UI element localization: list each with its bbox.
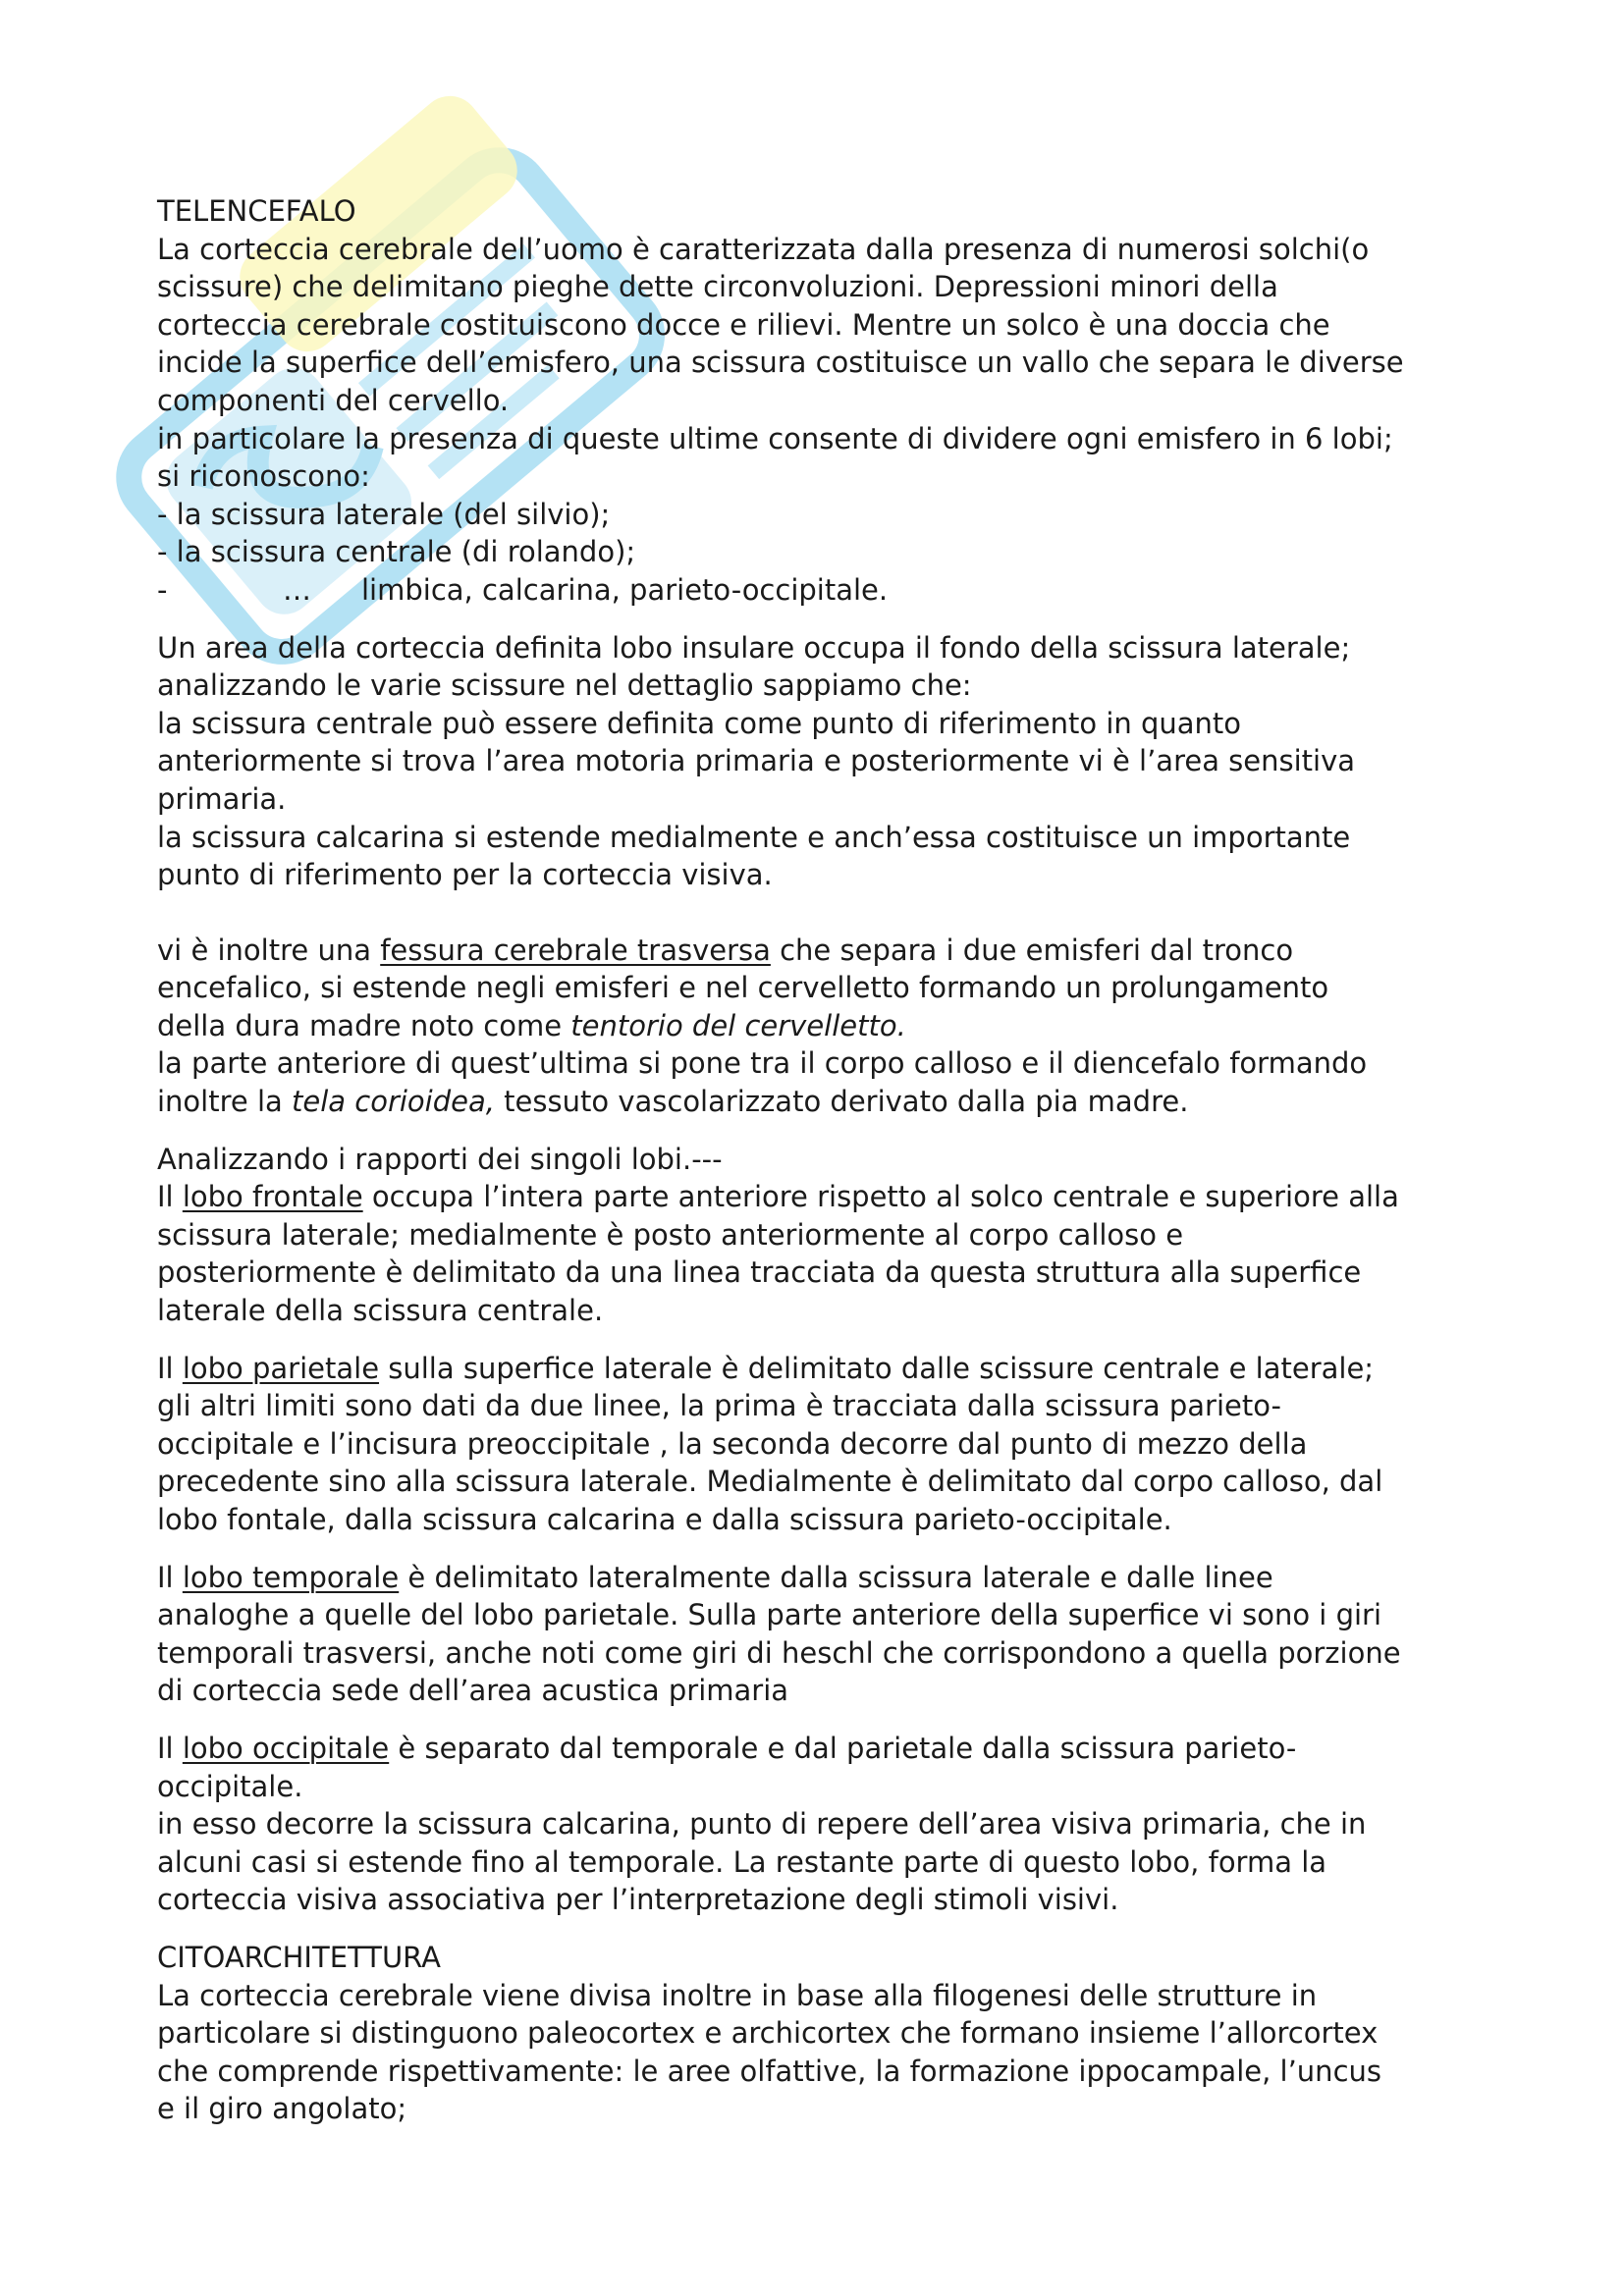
heading-telencefalo: TELENCEFALO	[157, 194, 356, 228]
text-line: incide la superfice dell’emisfero, una scissura costituisce un vallo che separa le diverse	[157, 346, 1404, 380]
document-page	[157, 192, 1492, 2128]
text-line: laterale della scissura centrale.	[157, 1294, 604, 1328]
paragraph-lobo-occipitale	[157, 1730, 1492, 1919]
text-line: in particolare la presenza di queste ultime consente di dividere ogni emisfero in 6 lobi;	[157, 421, 1393, 455]
text-line: analoghe a quelle del lobo parietale. Sulla parte anteriore della superfice vi sono i giri	[157, 1598, 1382, 1632]
text-line: della dura madre noto come tentorio del cervelletto.	[157, 1008, 906, 1042]
italic-term: tela corioidea,	[292, 1085, 495, 1119]
italic-term: tentorio del cervelletto.	[570, 1008, 906, 1042]
text-line: occipitale e l’incisura preoccipitale , la seconda decorre dal punto di mezzo della	[157, 1426, 1308, 1461]
text-line: la scissura calcarina si estende medialmente e anch’essa costituisce un importante	[157, 820, 1351, 854]
list-item	[157, 571, 1492, 610]
text-line: la parte anteriore di quest’ultima si pone tra il corpo calloso e il diencefalo formando	[157, 1046, 1368, 1081]
paragraph-lobo-parietale	[157, 1350, 1492, 1539]
paragraph-fessura	[157, 932, 1492, 1121]
text-line: Il lobo parietale sulla superfice laterale è delimitato dalle scissure centrale e laterale;	[157, 1351, 1375, 1385]
text-line: alcuni casi si estende fino al temporale. La restante parte di questo lobo, forma la	[157, 1844, 1327, 1879]
text-line: punto di riferimento per la corteccia visiva.	[157, 858, 773, 892]
paragraph-lobo-frontale	[157, 1141, 1492, 1330]
text-line: precedente sino alla scissura laterale. Medialmente è delimitato dal corpo calloso, dal	[157, 1465, 1383, 1499]
text-line: scissura laterale; medialmente è posto anteriormente al corpo calloso e	[157, 1217, 1184, 1252]
paragraph-lobo-temporale	[157, 1559, 1492, 1710]
list-item: - la scissura laterale (del silvio);	[157, 497, 611, 531]
section-citoarchitettura	[157, 1939, 1492, 2128]
text-line: Un area della corteccia definita lobo insulare occupa il fondo della scissura laterale;	[157, 630, 1351, 665]
list-ellipsis: …	[283, 572, 311, 607]
underlined-term: lobo frontale	[182, 1180, 363, 1214]
text-line: analizzando le varie scissure nel dettaglio sappiamo che:	[157, 668, 972, 703]
paragraph-scissure	[157, 629, 1492, 894]
text-line: corteccia cerebrale costituiscono docce e rilievi. Mentre un solco è una doccia che	[157, 307, 1330, 342]
text-line: anteriormente si trova l’area motoria primaria e posteriormente vi è l’area sensitiva	[157, 744, 1356, 778]
text-line: primaria.	[157, 781, 287, 816]
text-line: encefalico, si estende negli emisferi e nel cervelletto formando un prolungamento	[157, 971, 1329, 1005]
text-line: Il lobo temporale è delimitato lateralmente dalla scissura laterale e dalle linee	[157, 1560, 1273, 1594]
text-line: in esso decorre la scissura calcarina, punto di repere dell’area visiva primaria, che in	[157, 1807, 1367, 1842]
text-line: e il giro angolato;	[157, 2092, 407, 2126]
text-line: La corteccia cerebrale dell’uomo è caratterizzata dalla presenza di numerosi solchi(o	[157, 232, 1370, 266]
text-line: componenti del cervello.	[157, 383, 510, 417]
text-line: Il lobo frontale occupa l’intera parte anteriore rispetto al solco centrale e superiore alla	[157, 1180, 1399, 1214]
text-line: La corteccia cerebrale viene divisa inoltre in base alla filogenesi delle strutture in	[157, 1978, 1318, 2012]
text-line: posteriormente è delimitato da una linea tracciata da questa struttura alla superfice	[157, 1255, 1362, 1290]
text-line: scissure) che delimitano pieghe dette circonvoluzioni. Depressioni minori della	[157, 270, 1278, 304]
text-line: che comprende rispettivamente: le aree olfattive, la formazione ippocampale, l’uncus	[157, 2054, 1381, 2088]
underlined-term: lobo occipitale	[182, 1731, 390, 1765]
list-dash: -	[157, 572, 168, 607]
text-line: inoltre la tela corioidea, tessuto vascolarizzato derivato dalla pia madre.	[157, 1085, 1189, 1119]
section-telencefalo	[157, 192, 1492, 610]
text-line: di corteccia sede dell’area acustica primaria	[157, 1674, 789, 1708]
underlined-term: fessura cerebrale trasversa	[380, 933, 771, 967]
heading-citoarchitettura: CITOARCHITETTURA	[157, 1940, 441, 1974]
text-line: particolare si distinguono paleocortex e archicortex che formano insieme l’allorcortex	[157, 2016, 1379, 2051]
text-line: la scissura centrale può essere definita come punto di riferimento in quanto	[157, 706, 1242, 740]
text-line: occipitale.	[157, 1769, 303, 1803]
text-line: Il lobo occipitale è separato dal temporale e dal parietale dalla scissura parieto-	[157, 1731, 1297, 1765]
text-line: corteccia visiva associativa per l’interpretazione degli stimoli visivi.	[157, 1883, 1119, 1917]
text-line: temporali trasversi, anche noti come giri di heschl che corrispondono a quella porzione	[157, 1635, 1401, 1670]
text-line: Analizzando i rapporti dei singoli lobi.---	[157, 1142, 723, 1176]
text-line: vi è inoltre una fessura cerebrale trasversa che separa i due emisferi dal tronco	[157, 933, 1294, 967]
list-item: - la scissura centrale (di rolando);	[157, 535, 636, 569]
text-line: lobo fontale, dalla scissura calcarina e dalla scissura parieto-occipitale.	[157, 1503, 1172, 1536]
text-line: si riconoscono:	[157, 459, 370, 494]
list-item-text: limbica, calcarina, parieto-occipitale.	[361, 572, 889, 607]
underlined-term: lobo parietale	[182, 1351, 380, 1385]
text-line: gli altri limiti sono dati da due linee, la prima è tracciata dalla scissura parieto-	[157, 1389, 1281, 1423]
underlined-term: lobo temporale	[182, 1560, 400, 1594]
